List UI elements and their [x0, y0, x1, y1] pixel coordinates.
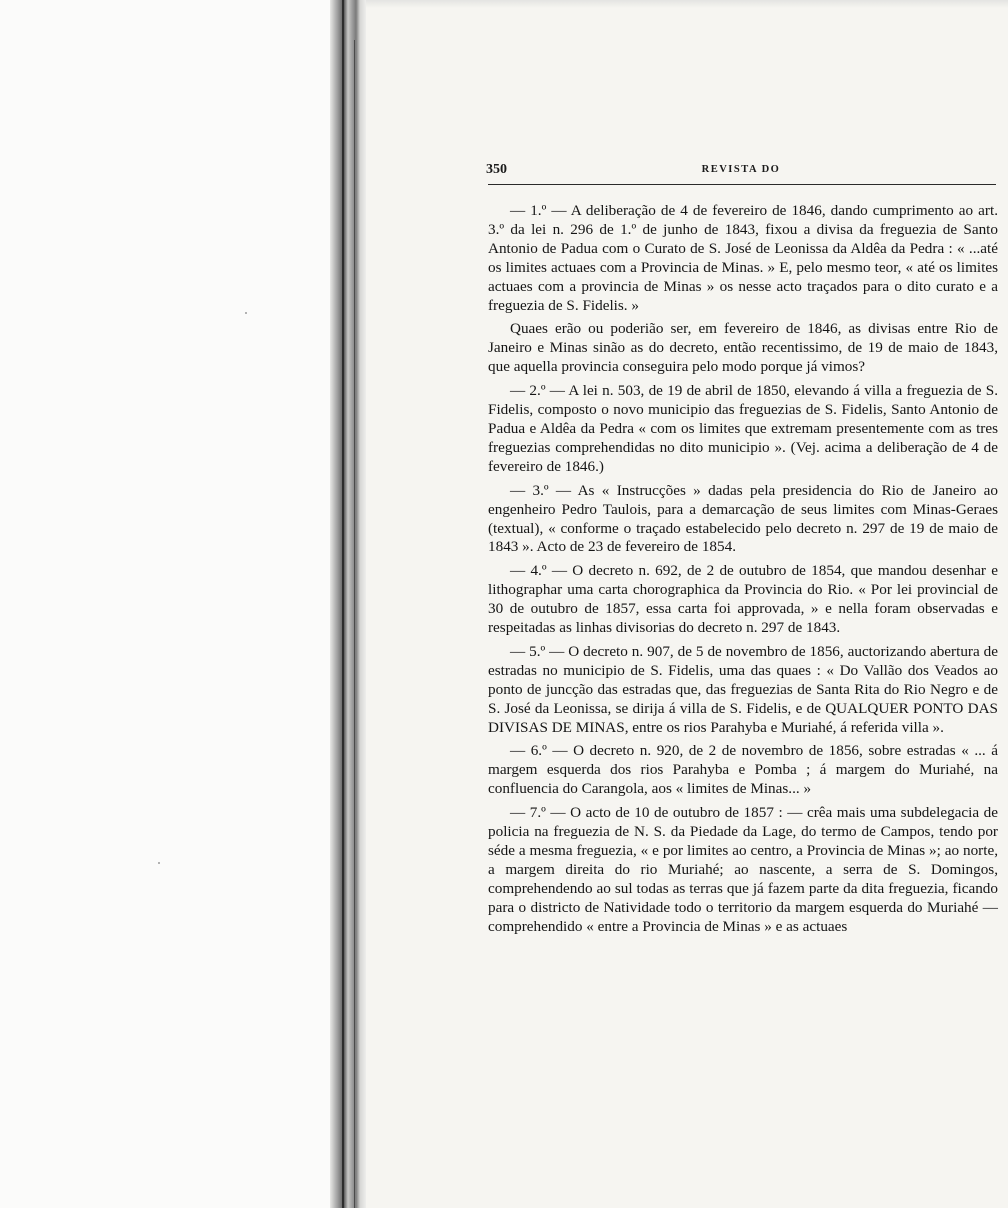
running-head: [486, 162, 996, 184]
blank-left-page: [0, 0, 330, 1208]
paragraph-item-1: — 1.º — A deliberação de 4 de fevereiro de 1846, dando cumprimento ao art. 3.º da lei n. 296 de 1.º de junho de 1843, fixou a divisa da freguezia de Santo Antonio de Padua com o Curato de S. José de Leonissa da Aldêa da Pedra : « ...até os limites actuaes com a Provincia de Minas. » E, pelo mesmo teor, « até os limites actuaes com a provincia de Minas » os nesse acto traçados para o dito curato e a freguezia de S. Fidelis. »: [488, 202, 998, 314]
body-text: [488, 202, 998, 942]
paragraph-item-7: — 7.º — O acto de 10 de outubro de 1857 : — crêa mais uma subdelegacia de policia na freguezia de N. S. da Piedade da Lage, do termo de Campos, tendo por séde a mesma freguezia, « e por limites ao centro, a Provincia de Minas »; ao norte, a margem direita do rio Muriahé; ao nascente, a serra de S. Domingos, comprehendendo ao sul todas as terras que já fazem parte da dita freguezia, ficando para o districto de Natividade todo o territorio da margem esquerda do Muriahé — comprehendido « entre a Provincia de Minas » e as actuaes: [488, 804, 998, 935]
page-number: 350: [486, 162, 507, 177]
book-gutter: [330, 0, 366, 1208]
paragraph-item-6: — 6.º — O decreto n. 920, de 2 de novembro de 1856, sobre estradas « ... á margem esquerda dos rios Parahyba e Pomba ; á margem do Muriahé, na confluencia do Carangola, aos « limites de Minas... »: [488, 742, 998, 798]
header-rule: [488, 184, 996, 185]
dust-speck: [245, 312, 247, 314]
paragraph-item-5: — 5.º — O decreto n. 907, de 5 de novembro de 1856, auctorizando abertura de estradas no municipio de S. Fidelis, uma das quaes : « Do Vallão dos Veados ao ponto de juncção das estradas que, das freguezias de Santa Rita do Rio Negro e de S. José da Leonissa, se dirija á villa de S. Fidelis, e de QUALQUER PONTO DAS DIVISAS DE MINAS, entre os rios Parahyba e Muriahé, á referida villa ».: [488, 642, 998, 736]
page-top-edge: [366, 0, 1008, 8]
paragraph-quaes: Quaes erão ou poderião ser, em fevereiro de 1846, as divisas entre Rio de Janeiro e Minas sinão as do decreto, então recentissimo, de 19 de maio de 1843, que aquella provincia conseguira pelo modo porque já vimos?: [488, 320, 998, 376]
gutter-fold-line: [354, 40, 355, 1208]
paragraph-item-4: — 4.º — O decreto n. 692, de 2 de outubro de 1854, que mandou desenhar e lithographar uma carta chorographica da Provincia do Rio. « Por lei provincial de 30 de outubro de 1857, essa carta foi approvada, » e nella foram observadas e respeitadas as linhas divisorias do decreto n. 297 de 1843.: [488, 562, 998, 637]
running-title: REVISTA DO: [701, 164, 781, 175]
paragraph-item-2: — 2.º — A lei n. 503, de 19 de abril de 1850, elevando á villa a freguezia de S. Fidelis, composto o novo municipio das freguezias de S. Fidelis, Santo Antonio de Padua e Aldêa da Pedra « com os limites que extremam presentemente com as tres freguezias comprehendidas no dito municipio ». (Vej. acima a deliberação de 4 de fevereiro de 1846.): [488, 382, 998, 475]
gutter-shadow-line: [342, 0, 344, 1208]
paragraph-item-3: — 3.º — As « Instrucções » dadas pela presidencia do Rio de Janeiro ao engenheiro Pedro Taulois, para a demarcação de seus limites com Minas-Geraes (textual), « conforme o traçado estabelecido pelo decreto n. 297 de 19 de maio de 1843 ». Acto de 23 de fevereiro de 1854.: [488, 481, 998, 556]
dust-speck: [158, 862, 160, 864]
